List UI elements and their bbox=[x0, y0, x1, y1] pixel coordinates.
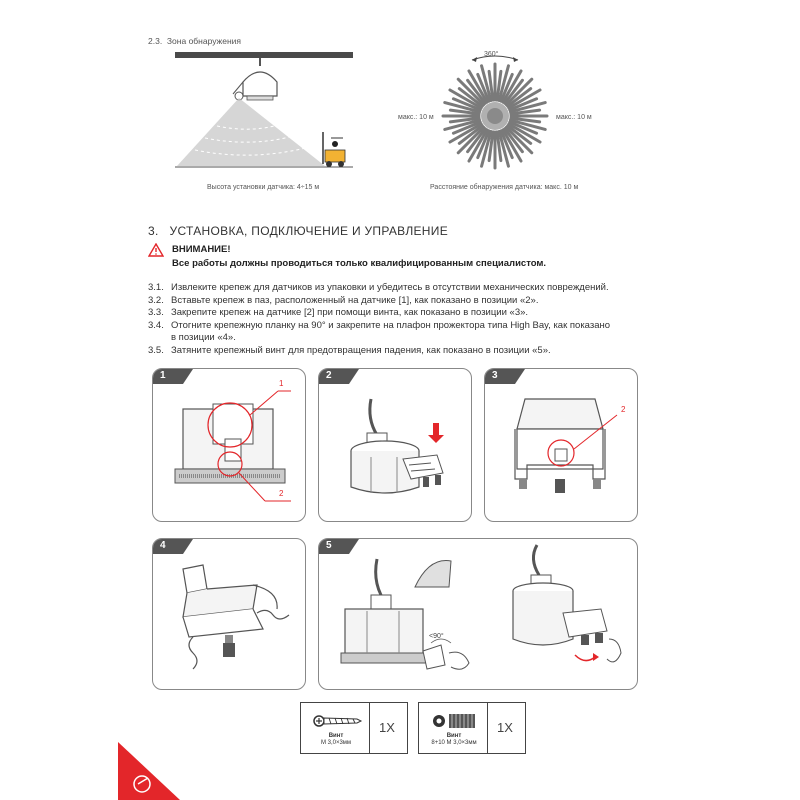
panel-number: 2 bbox=[326, 370, 332, 381]
section-title: УСТАНОВКА, ПОДКЛЮЧЕНИЕ И УПРАВЛЕНИЕ bbox=[169, 224, 449, 238]
warning-icon bbox=[148, 243, 164, 257]
zone-title: Зона обнаружения bbox=[166, 36, 242, 46]
step-item: 3.3. Закрепите крепеж на датчике [2] при помощи винта, как показано в позиции «3». bbox=[148, 307, 529, 318]
detection-sunburst bbox=[430, 50, 560, 180]
tighten-screw-drawing bbox=[319, 539, 637, 689]
brand-logo bbox=[118, 742, 180, 800]
zone-heading bbox=[148, 36, 241, 46]
install-panel-1 bbox=[152, 368, 306, 522]
part-name: Винт bbox=[328, 733, 344, 739]
section-heading bbox=[148, 224, 448, 238]
set-screw-icon bbox=[431, 711, 481, 731]
step-item: 3.1. Извлеките крепеж для датчиков из упаковки и убедитесь в отсутствии механических повреждений. bbox=[148, 282, 609, 293]
part-divider bbox=[369, 703, 370, 753]
callout-1: 1 bbox=[279, 379, 284, 388]
max-right-label: макс.: 10 м bbox=[556, 114, 592, 121]
step-item: 3.2. Вставьте крепеж в паз, расположенный на датчике [1], как показано в позиции «2». bbox=[148, 294, 539, 306]
step-item: 3.5. Затяните крепежный винт для предотвращения падения, как показано в позиции «5». bbox=[148, 344, 551, 356]
panel-number: 1 bbox=[160, 370, 166, 381]
screw-icon bbox=[313, 713, 363, 729]
max-left-label: макс.: 10 м bbox=[398, 114, 434, 121]
height-caption: Высота установки датчика: 4÷15 м bbox=[207, 184, 320, 191]
angle-label: <90° bbox=[429, 633, 444, 640]
insert-bracket-drawing bbox=[319, 369, 471, 521]
sensor-slot-drawing bbox=[153, 369, 305, 521]
step-item: 3.4. Отогните крепежную планку на 90° и закрепите на плафон прожектора типа High Bay, как показано bbox=[148, 319, 611, 331]
distance-caption: Расстояние обнаружения датчика: макс. 10 м bbox=[430, 184, 579, 191]
angle-label: 360° bbox=[484, 51, 499, 58]
step-item-continued: в позиции «4». bbox=[171, 332, 236, 343]
part-label bbox=[421, 733, 487, 747]
callout-2: 2 bbox=[621, 405, 626, 414]
callout-2: 2 bbox=[279, 489, 284, 498]
part-name: Винт bbox=[446, 733, 462, 739]
zone-number: 2.3. bbox=[148, 36, 163, 46]
panel-number: 5 bbox=[326, 540, 332, 551]
part-qty: 1X bbox=[379, 720, 395, 735]
fix-bracket-drawing bbox=[485, 369, 637, 521]
install-panel-2 bbox=[318, 368, 472, 522]
part-box-screw bbox=[300, 702, 408, 754]
part-qty: 1X bbox=[497, 720, 513, 735]
part-spec: М 3,0×3мм bbox=[320, 740, 352, 746]
panel-number: 4 bbox=[160, 540, 166, 551]
steps-list bbox=[148, 282, 668, 357]
part-divider bbox=[487, 703, 488, 753]
bend-bracket-drawing bbox=[153, 539, 305, 689]
part-spec: 8+10 М 3,0×3мм bbox=[431, 740, 477, 746]
part-label bbox=[305, 733, 367, 747]
install-panel-5 bbox=[318, 538, 638, 690]
section-number: 3. bbox=[148, 224, 159, 238]
warning-text: Все работы должны проводиться только квалифицированным специалистом. bbox=[172, 258, 547, 269]
part-box-set-screw bbox=[418, 702, 526, 754]
warning-title: ВНИМАНИЕ! bbox=[172, 244, 231, 255]
panel-number: 3 bbox=[492, 370, 498, 381]
height-illustration bbox=[175, 52, 355, 182]
install-panel-3 bbox=[484, 368, 638, 522]
install-panel-4 bbox=[152, 538, 306, 690]
